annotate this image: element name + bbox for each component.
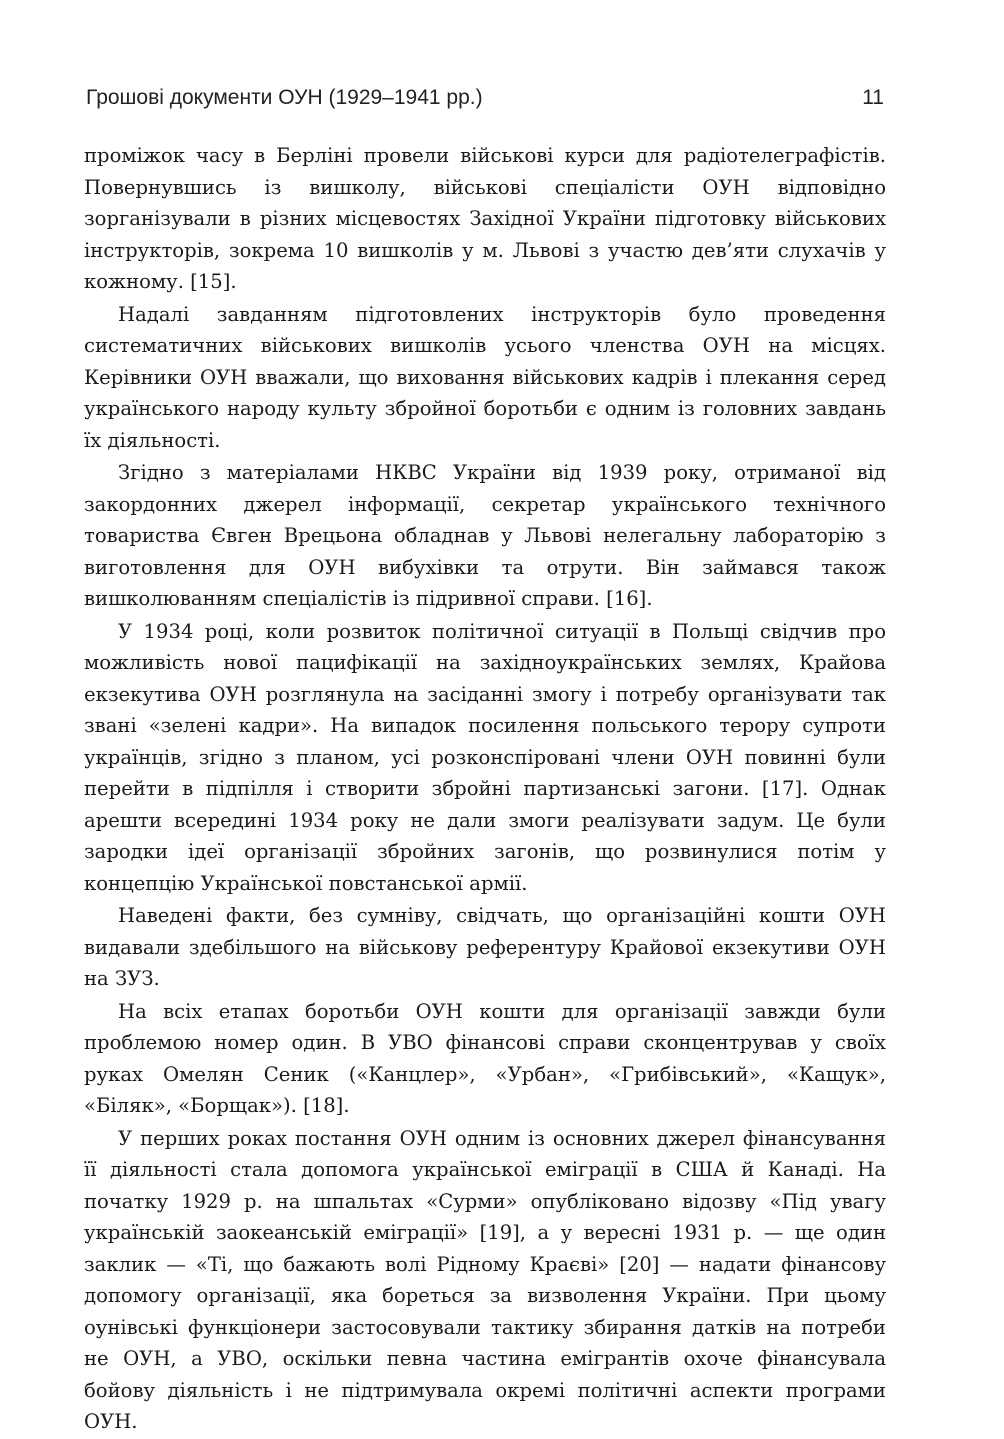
- running-title: Грошові документи ОУН (1929–1941 рр.): [86, 86, 483, 109]
- paragraph: Надалі завданням підготовлених інструкторів було проведення систематичних військових вишколів усього членства ОУН на місцях. Керівники ОУН вважали, що виховання військових кадрів і плекання серед українського народу культу збройної боротьби є одним із головних завдань їх діяльності.: [84, 302, 886, 452]
- paragraph-continuation: проміжок часу в Берліні провели військові курси для радіотелеграфістів. Повернувшись із вишколу, військові спеціалісти ОУН відповідно зорганізували в різних місцевостях Західної України підготовку військових інструкторів, зокрема 10 вишколів у м. Львові з участю дев’яти слухачів у кожному. [15].: [84, 144, 886, 293]
- paragraph: У 1934 році, коли розвиток політичної ситуації в Польщі свідчив про можливість нової пацифікації на західноукраїнських землях, Крайова екзекутива ОУН розглянула на засіданні змогу і потребу організувати так звані «зелені кадри». На випадок посилення польського терору супроти українців, згідно з планом, усі розконспіровані члени ОУН повинні були перейти в підпілля і створити збройні партизанські загони. [17]. Однак арешти всередині 1934 року не дали змоги реалізувати задум. Це були зародки ідеї організації збройних загонів, що розвинулися потім у концепцію Української повстанської армії.: [84, 619, 886, 895]
- page-number: 11: [862, 86, 884, 109]
- paragraph: Наведені факти, без сумніву, свідчать, що організаційні кошти ОУН видавали здебільшого на військову референтуру Крайової екзекутиви ОУН на ЗУЗ.: [84, 904, 886, 990]
- page-header: [86, 86, 884, 116]
- body-text: [84, 140, 886, 1439]
- paragraph: На всіх етапах боротьби ОУН кошти для організації завжди були проблемою номер один. В УВО фінансові справи сконцентрував у своїх руках Омелян Сеник («Канцлер», «Урбан», «Грибівський», «Кащук», «Біляк», «Борщак»). [18].: [84, 999, 886, 1117]
- paragraph: Згідно з матеріалами НКВС України від 1939 року, отриманої від закордонних джерел інформації, секретар українського технічного товариства Євген Врецьона обладнав у Львові нелегальну лабораторію з виготовлення для ОУН вибухівки та отрути. Він займався також вишколюванням спеціалістів із підривної справи. [16].: [84, 461, 886, 610]
- paragraph: У перших роках постання ОУН одним із основних джерел фінансування її діяльності стала допомога української еміграції в США й Канаді. На початку 1929 р. на шпальтах «Сурми» опубліковано відозву «Під увагу українській заокеанській еміграції» [19], а у вересні 1931 р. — ще один заклик — «Ті, що бажають волі Рідному Краєві» [20] — надати фінансову допомогу організації, яка бореться за визволення України. При цьому оунівські функціонери застосовували тактику збирання датків на потреби не ОУН, а УВО, оскільки певна частина емігрантів охоче фінансувала бойову діяльність і не підтримувала окремі політичні аспекти програми ОУН.: [84, 1126, 886, 1433]
